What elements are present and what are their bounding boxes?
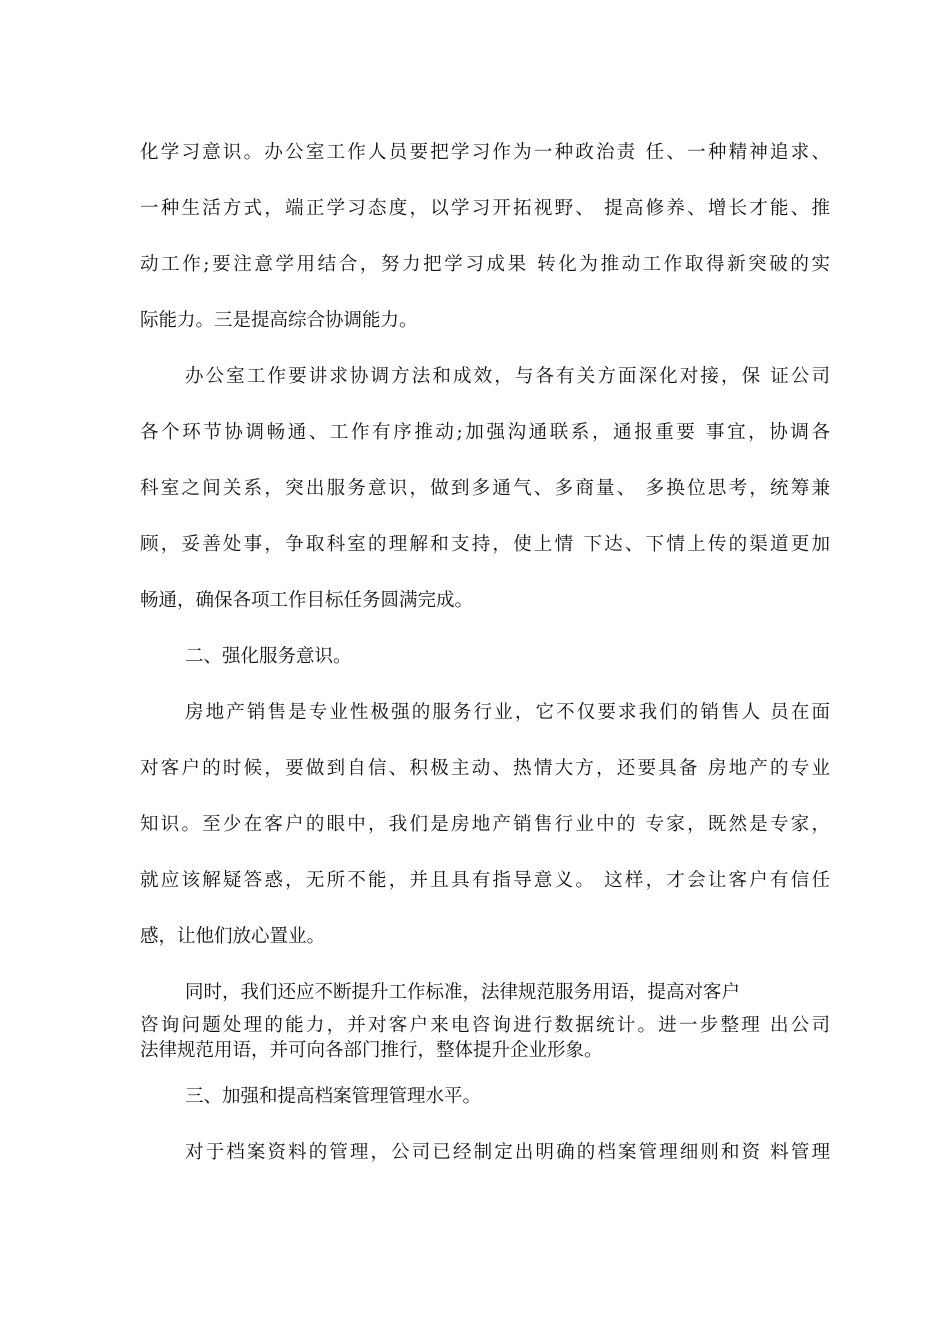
- paragraph-line: 对客户的时候，要做到自信、积极主动、热情大方，还要具备 房地产的专业: [140, 758, 830, 779]
- paragraph-line: 对于档案资料的管理，公司已经制定出明确的档案管理细则和资 料管理: [185, 1142, 830, 1163]
- paragraph-line: 法律规范用语，并可向各部门推行，整体提升企业形象。: [140, 1040, 603, 1061]
- paragraph-line: 咨询问题处理的能力，并对客户来电咨询进行数据统计。进一步整理 出公司: [140, 1015, 830, 1036]
- paragraph-line: 际能力。三是提高综合协调能力。: [140, 310, 418, 331]
- paragraph-line: 感，让他们放心置业。: [140, 926, 326, 947]
- paragraph-line: 动工作;要注意学用结合，努力把学习成果 转化为推动工作取得新突破的实: [140, 254, 830, 275]
- section-heading: 三、加强和提高档案管理管理水平。: [185, 1086, 482, 1107]
- paragraph-line: 办公室工作要讲求协调方法和成效，与各有关方面深化对接，保 证公司: [185, 366, 830, 387]
- section-heading: 二、强化服务意识。: [185, 646, 352, 667]
- paragraph-line: 化学习意识。办公室工作人员要把学习作为一种政治责 任、一种精神追求、: [140, 142, 830, 163]
- paragraph-line: 一种生活方式，端正学习态度，以学习开拓视野、 提高修养、增长才能、推: [140, 198, 830, 219]
- paragraph-line: 知识。至少在客户的眼中，我们是房地产销售行业中的 专家，既然是专家，: [140, 814, 830, 835]
- paragraph-line: 就应该解疑答惑，无所不能，并且具有指导意义。 这样，才会让客户有信任: [140, 870, 830, 891]
- paragraph-line: 科室之间关系，突出服务意识，做到多通气、多商量、 多换位思考，统筹兼: [140, 478, 830, 499]
- paragraph-line: 房地产销售是专业性极强的服务行业，它不仅要求我们的销售人 员在面: [185, 702, 830, 723]
- paragraph-line: 顾，妥善处事，争取科室的理解和支持，使上情 下达、下情上传的渠道更加: [140, 534, 830, 555]
- paragraph-line: 同时，我们还应不断提升工作标准，法律规范服务用语，提高对客户: [185, 982, 741, 1003]
- paragraph-line: 畅通，确保各项工作目标任务圆满完成。: [140, 590, 474, 611]
- paragraph-line: 各个环节协调畅通、工作有序推动;加强沟通联系，通报重要 事宜，协调各: [140, 422, 830, 443]
